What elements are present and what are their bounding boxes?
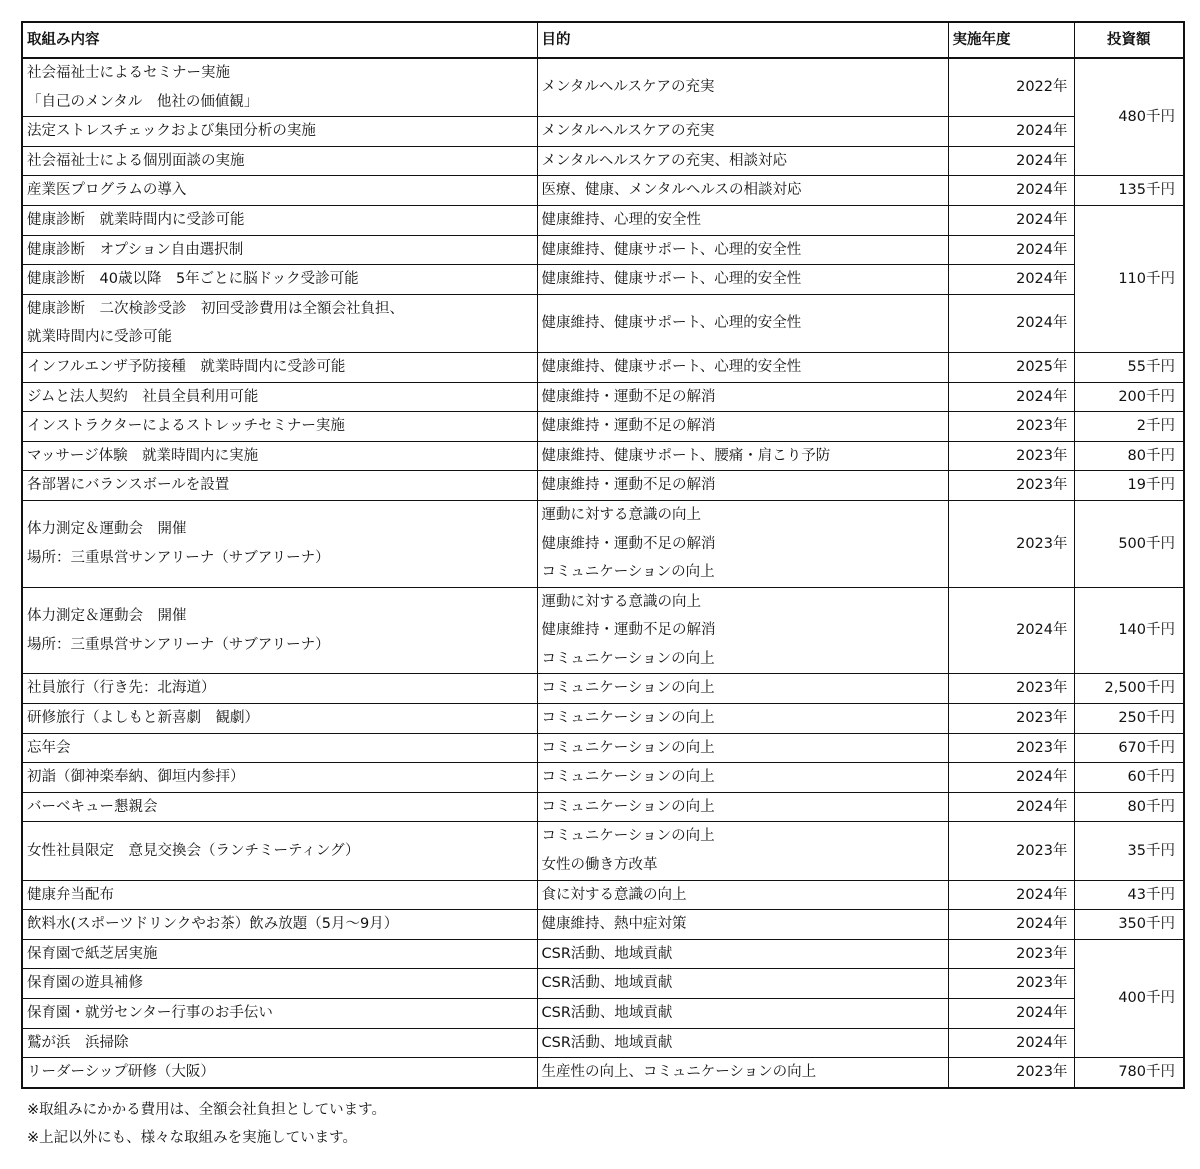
cell-year: 2023年: [948, 412, 1074, 442]
cell-purpose: [537, 352, 948, 382]
header-year: 実施年度: [948, 22, 1074, 58]
cell-amount: 350千円: [1074, 910, 1184, 940]
cell-amount: 480千円: [1074, 58, 1184, 176]
cell-purpose: [537, 1058, 948, 1088]
table-row: [22, 441, 1184, 471]
cell-purpose-line: コミュニケーションの向上: [541, 739, 715, 756]
table-row: [22, 235, 1184, 265]
cell-year: 2023年: [948, 822, 1074, 880]
cell-content-line: バーベキュー懇親会: [27, 798, 158, 815]
table-row: [22, 880, 1184, 910]
cell-content-line: 飲料水(スポーツドリンクやお茶）飲み放題（5月～9月）: [27, 916, 399, 933]
cell-purpose-line: 女性の働き方改革: [541, 857, 658, 874]
cell-year: 2024年: [948, 1028, 1074, 1058]
footnotes: [27, 1096, 386, 1152]
cell-purpose: [537, 58, 948, 117]
cell-year: 2023年: [948, 441, 1074, 471]
cell-year: 2023年: [948, 471, 1074, 501]
cell-content: [22, 265, 537, 295]
cell-content: [22, 939, 537, 969]
cell-purpose-line: 健康維持、心理的安全性: [541, 211, 701, 228]
cell-year: 2022年: [948, 58, 1074, 117]
cell-content: [22, 1058, 537, 1088]
cell-year: 2024年: [948, 294, 1074, 352]
cell-content-line: 女性社員限定 意見交換会（ランチミーティング）: [27, 842, 360, 859]
table-row: [22, 939, 1184, 969]
cell-amount: 35千円: [1074, 822, 1184, 880]
cell-amount: 200千円: [1074, 382, 1184, 412]
cell-content-line: 健康診断 40歳以降 5年ごとに脳ドック受診可能: [27, 271, 359, 288]
cell-amount: 780千円: [1074, 1058, 1184, 1088]
cell-purpose: [537, 939, 948, 969]
cell-content-line: 保育園の遊具補修: [27, 975, 143, 992]
table-row: [22, 294, 1184, 352]
table-row: [22, 910, 1184, 940]
cell-year: 2024年: [948, 146, 1074, 176]
cell-content-line: 鷲が浜 浜掃除: [27, 1034, 129, 1051]
cell-purpose: [537, 146, 948, 176]
cell-content-line: 法定ストレスチェックおよび集団分析の実施: [27, 123, 316, 140]
cell-content: [22, 117, 537, 147]
table-row: [22, 1058, 1184, 1088]
cell-content-line: 産業医プログラムの導入: [27, 182, 187, 199]
investment-table: [21, 21, 1185, 1089]
cell-purpose-line: 生産性の向上、コミュニケーションの向上: [541, 1064, 817, 1081]
cell-content-line: 各部署にバランスボールを設置: [27, 477, 230, 494]
cell-content: [22, 587, 537, 674]
cell-purpose-line: コミュニケーションの向上: [541, 769, 715, 786]
cell-purpose: [537, 500, 948, 587]
cell-purpose: [537, 294, 948, 352]
cell-content: [22, 471, 537, 501]
cell-content: [22, 763, 537, 793]
cell-amount: 140千円: [1074, 587, 1184, 674]
cell-year: 2024年: [948, 235, 1074, 265]
cell-purpose-line: コミュニケーションの向上: [541, 828, 715, 845]
cell-amount: 135千円: [1074, 176, 1184, 206]
cell-year: 2024年: [948, 880, 1074, 910]
table-row: [22, 412, 1184, 442]
cell-content: [22, 733, 537, 763]
cell-content: [22, 146, 537, 176]
cell-year: 2023年: [948, 674, 1074, 704]
header-amount: 投資額: [1074, 22, 1184, 58]
cell-content: [22, 792, 537, 822]
cell-content-line: 「自己のメンタル 他社の価値観」: [27, 93, 259, 110]
cell-year: 2023年: [948, 939, 1074, 969]
table-row: [22, 1028, 1184, 1058]
header-purpose: 目的: [537, 22, 948, 58]
cell-year: 2024年: [948, 999, 1074, 1029]
cell-year: 2023年: [948, 1058, 1074, 1088]
cell-purpose-line: CSR活動、地域貢献: [541, 1034, 673, 1051]
cell-content: [22, 205, 537, 235]
cell-content-line: リーダーシップ研修（大阪）: [27, 1064, 215, 1081]
footnote: ※上記以外にも、様々な取組みを実施しています。: [27, 1130, 357, 1146]
cell-year: 2024年: [948, 792, 1074, 822]
cell-purpose: [537, 704, 948, 734]
cell-purpose-line: 健康維持・運動不足の解消: [541, 477, 716, 494]
cell-purpose-line: 健康維持、健康サポート、心理的安全性: [541, 241, 802, 258]
cell-amount: 80千円: [1074, 441, 1184, 471]
investment-table-container: [21, 21, 1183, 1089]
cell-purpose: [537, 763, 948, 793]
cell-purpose: [537, 176, 948, 206]
cell-year: 2024年: [948, 910, 1074, 940]
cell-year: 2024年: [948, 117, 1074, 147]
header-content: 取組み内容: [22, 22, 537, 58]
cell-purpose-line: 運動に対する意識の向上: [541, 506, 701, 523]
cell-content-line: 社員旅行（行き先：北海道）: [27, 680, 216, 697]
cell-purpose-line: コミュニケーションの向上: [541, 564, 715, 581]
cell-year: 2025年: [948, 352, 1074, 382]
cell-content: [22, 822, 537, 880]
cell-content-line: 健康診断 オプション自由選択制: [27, 241, 244, 258]
cell-content: [22, 1028, 537, 1058]
cell-amount: 43千円: [1074, 880, 1184, 910]
cell-year: 2024年: [948, 587, 1074, 674]
cell-year: 2023年: [948, 969, 1074, 999]
cell-amount: 19千円: [1074, 471, 1184, 501]
cell-content: [22, 382, 537, 412]
cell-purpose: [537, 587, 948, 674]
cell-amount: 110千円: [1074, 205, 1184, 352]
cell-content-line: 忘年会: [27, 739, 71, 756]
cell-purpose: [537, 910, 948, 940]
cell-content-line: マッサージ体験 就業時間内に実施: [27, 447, 259, 464]
table-row: [22, 352, 1184, 382]
cell-purpose-line: 健康維持、健康サポート、心理的安全性: [541, 315, 802, 332]
cell-content-line: 体力測定＆運動会 開催: [27, 607, 187, 624]
table-row: [22, 822, 1184, 880]
cell-purpose-line: 健康維持・運動不足の解消: [541, 535, 716, 552]
cell-amount: 2千円: [1074, 412, 1184, 442]
cell-content-line: 健康診断 就業時間内に受診可能: [27, 211, 245, 228]
table-row: [22, 117, 1184, 147]
cell-purpose-line: 医療、健康、メンタルヘルスの相談対応: [541, 182, 802, 199]
cell-purpose-line: 健康維持、健康サポート、心理的安全性: [541, 271, 802, 288]
table-row: [22, 265, 1184, 295]
cell-content-line: インフルエンザ予防接種 就業時間内に受診可能: [27, 358, 346, 375]
cell-content: [22, 910, 537, 940]
table-row: [22, 733, 1184, 763]
cell-amount: 250千円: [1074, 704, 1184, 734]
table-row: [22, 999, 1184, 1029]
cell-purpose-line: メンタルヘルスケアの充実、相談対応: [541, 152, 787, 169]
cell-content-line: 健康弁当配布: [27, 886, 114, 903]
table-row: [22, 587, 1184, 674]
cell-year: 2024年: [948, 382, 1074, 412]
cell-content: [22, 352, 537, 382]
cell-amount: 670千円: [1074, 733, 1184, 763]
cell-content-line: 保育園で紙芝居実施: [27, 945, 158, 962]
cell-content: [22, 441, 537, 471]
table-body: [22, 58, 1184, 1088]
cell-purpose-line: コミュニケーションの向上: [541, 710, 715, 727]
cell-content-line: 初詣（御神楽奉納、御垣内参拝）: [27, 769, 245, 786]
table-row: [22, 763, 1184, 793]
cell-purpose-line: 運動に対する意識の向上: [541, 593, 701, 610]
table-row: [22, 969, 1184, 999]
cell-content: [22, 235, 537, 265]
cell-year: 2023年: [948, 733, 1074, 763]
cell-purpose: [537, 265, 948, 295]
cell-purpose-line: CSR活動、地域貢献: [541, 1005, 673, 1021]
cell-year: 2024年: [948, 763, 1074, 793]
cell-purpose: [537, 117, 948, 147]
cell-purpose-line: 健康維持、健康サポート、心理的安全性: [541, 358, 802, 375]
cell-purpose: [537, 792, 948, 822]
cell-content-line: 体力測定＆運動会 開催: [27, 521, 187, 538]
table-row: [22, 471, 1184, 501]
cell-purpose-line: 健康維持、熱中症対策: [541, 916, 687, 933]
cell-content: [22, 500, 537, 587]
cell-year: 2024年: [948, 265, 1074, 295]
table-row: [22, 205, 1184, 235]
cell-content: [22, 999, 537, 1029]
cell-amount: 55千円: [1074, 352, 1184, 382]
cell-content: [22, 412, 537, 442]
cell-purpose: [537, 412, 948, 442]
cell-content: [22, 176, 537, 206]
cell-content: [22, 880, 537, 910]
cell-content-line: 健康診断 二次検診受診 初回受診費用は全額会社負担、: [27, 300, 404, 317]
footnote: ※取組みにかかる費用は、全額会社負担としています。: [27, 1102, 386, 1118]
table-row: [22, 382, 1184, 412]
table-row: [22, 704, 1184, 734]
cell-content: [22, 704, 537, 734]
cell-year: 2024年: [948, 176, 1074, 206]
cell-purpose: [537, 205, 948, 235]
cell-purpose-line: CSR活動、地域貢献: [541, 945, 673, 962]
cell-purpose-line: CSR活動、地域貢献: [541, 975, 673, 992]
cell-purpose-line: 健康維持・運動不足の解消: [541, 622, 716, 639]
table-row: [22, 792, 1184, 822]
cell-purpose: [537, 441, 948, 471]
cell-content-line: 社会福祉士による個別面談の実施: [27, 152, 245, 169]
cell-content-line: 社会福祉士によるセミナー実施: [27, 65, 230, 81]
cell-purpose-line: コミュニケーションの向上: [541, 680, 715, 697]
cell-content-line: 場所：三重県営サンアリーナ（サブアリーナ）: [27, 549, 330, 566]
table-row: [22, 674, 1184, 704]
cell-purpose: [537, 1028, 948, 1058]
cell-purpose: [537, 880, 948, 910]
cell-amount: 60千円: [1074, 763, 1184, 793]
table-row: [22, 58, 1184, 117]
cell-amount: 80千円: [1074, 792, 1184, 822]
cell-amount: 2,500千円: [1074, 674, 1184, 704]
cell-year: 2023年: [948, 704, 1074, 734]
table-row: [22, 176, 1184, 206]
cell-content-line: インストラクターによるストレッチセミナー実施: [27, 418, 345, 435]
cell-content-line: ジムと法人契約 社員全員利用可能: [27, 388, 259, 405]
cell-purpose-line: 健康維持、健康サポート、腰痛・肩こり予防: [541, 447, 831, 464]
cell-year: 2024年: [948, 205, 1074, 235]
cell-purpose-line: メンタルヘルスケアの充実: [541, 123, 715, 140]
cell-content-line: 保育園・就労センター行事のお手伝い: [27, 1005, 273, 1021]
cell-purpose: [537, 969, 948, 999]
cell-content: [22, 674, 537, 704]
table-row: [22, 146, 1184, 176]
cell-amount: 500千円: [1074, 500, 1184, 587]
cell-purpose-line: コミュニケーションの向上: [541, 650, 715, 667]
cell-purpose: [537, 733, 948, 763]
cell-content-line: 場所：三重県営サンアリーナ（サブアリーナ）: [27, 636, 330, 653]
cell-purpose: [537, 235, 948, 265]
cell-purpose: [537, 999, 948, 1029]
cell-content-line: 研修旅行（よしもと新喜劇 観劇）: [27, 710, 259, 727]
table-header-row: [22, 22, 1184, 58]
cell-content-line: 就業時間内に受診可能: [27, 329, 172, 346]
cell-purpose-line: 食に対する意識の向上: [541, 886, 687, 903]
cell-purpose-line: コミュニケーションの向上: [541, 798, 715, 815]
cell-content: [22, 294, 537, 352]
table-row: [22, 500, 1184, 587]
cell-content: [22, 969, 537, 999]
cell-purpose: [537, 822, 948, 880]
cell-purpose: [537, 674, 948, 704]
cell-year: 2023年: [948, 500, 1074, 587]
cell-purpose-line: メンタルヘルスケアの充実: [541, 79, 715, 96]
cell-purpose-line: 健康維持・運動不足の解消: [541, 418, 716, 435]
cell-purpose: [537, 471, 948, 501]
cell-purpose-line: 健康維持・運動不足の解消: [541, 388, 716, 405]
cell-purpose: [537, 382, 948, 412]
cell-content: [22, 58, 537, 117]
cell-amount: 400千円: [1074, 939, 1184, 1057]
